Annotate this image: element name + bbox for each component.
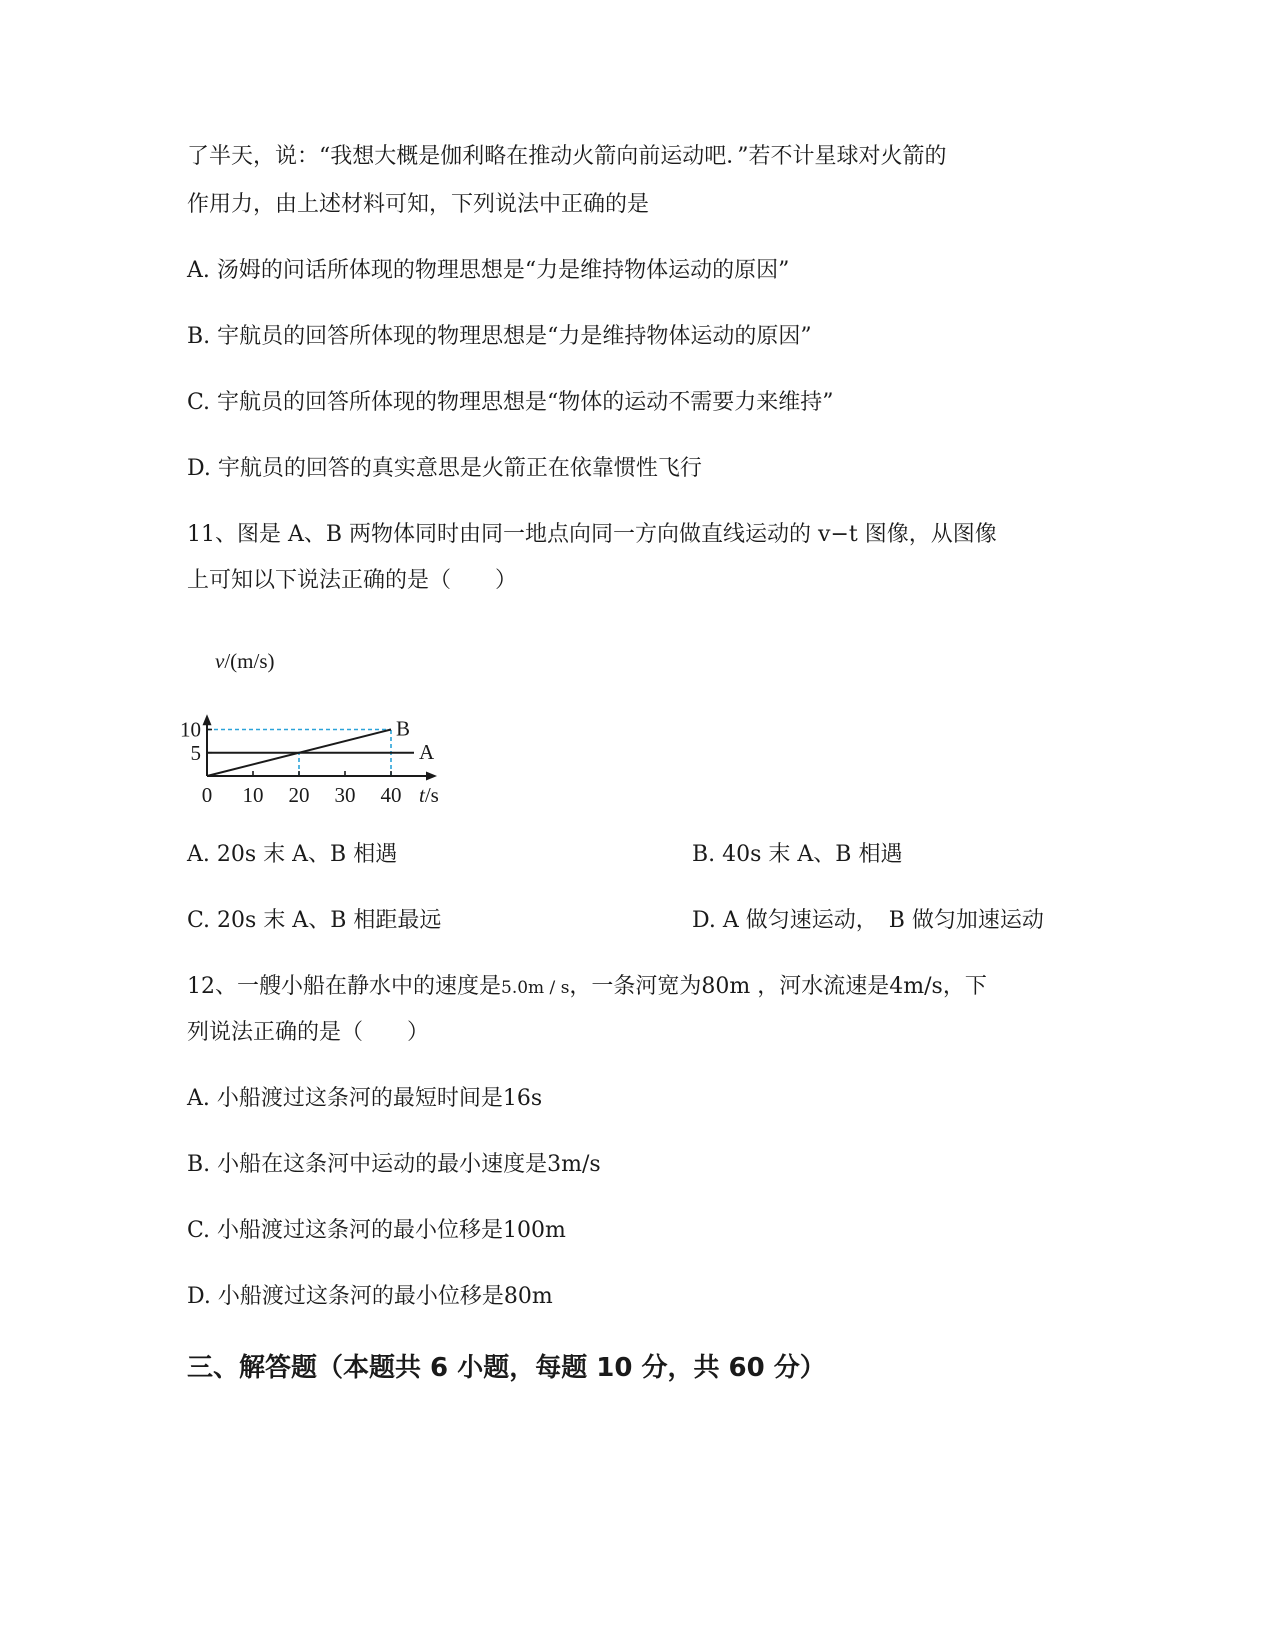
- x-tick-label-10: 10: [242, 783, 264, 807]
- vt-graph: [180, 650, 480, 850]
- q12-option-d: D. 小船渡过这条河的最小位移是80m: [187, 1284, 553, 1309]
- y-axis-arrow: [203, 714, 212, 725]
- q11-stem-line1: 11、图是 A、B 两物体同时由同一地点向同一方向做直线运动的 v−t 图像，从图像: [187, 522, 997, 547]
- q11-option-b: B. 40s 末 A、B 相遇: [692, 842, 903, 867]
- q10-option-a: A. 汤姆的问话所体现的物理思想是“力是维持物体运动的原因”: [187, 258, 790, 283]
- q12-stem-line1: [187, 972, 987, 1003]
- series-label-B: B: [396, 716, 411, 741]
- q12-stem-part-a: 12、一艘小船在静水中的速度是: [187, 974, 501, 999]
- q11-option-a: A. 20s 末 A、B 相遇: [187, 842, 398, 867]
- x-tick-label-20: 20: [288, 783, 310, 807]
- series-label-A: A: [419, 739, 435, 764]
- x-axis-label: t/s: [419, 783, 439, 807]
- q11-option-c: C. 20s 末 A、B 相距最远: [187, 908, 442, 933]
- q10-stem-line1: 了半天，说：“我想大概是伽利略在推动火箭向前运动吧．”若不计星球对火箭的: [187, 144, 947, 169]
- y-tick-label-5: 5: [190, 740, 201, 765]
- q12-stem-part-b: ，一条河宽为80m ，河水流速是4m/s，下: [569, 974, 987, 999]
- q12-speed: 5.0m / s: [501, 978, 570, 998]
- q11-stem-line2: 上可知以下说法正确的是（ ）: [187, 568, 518, 593]
- x-tick-label-0: 0: [201, 783, 213, 807]
- q12-option-a: A. 小船渡过这条河的最短时间是16s: [187, 1086, 543, 1111]
- q12-option-c: C. 小船渡过这条河的最小位移是100m: [187, 1218, 566, 1243]
- q10-option-c: C. 宇航员的回答所体现的物理思想是“物体的运动不需要力来维持”: [187, 390, 834, 415]
- q10-option-b: B. 宇航员的回答所体现的物理思想是“力是维持物体运动的原因”: [187, 324, 812, 349]
- section3-title: 三、解答题（本题共 6 小题，每题 10 分，共 60 分）: [187, 1353, 826, 1383]
- x-tick-label-40: 40: [380, 783, 402, 807]
- q11-option-d: D. A 做匀速运动， B 做匀加速运动: [692, 908, 1044, 933]
- q12-stem-line2: 列说法正确的是（ ）: [187, 1020, 430, 1045]
- x-axis-arrow: [426, 772, 437, 781]
- x-tick-label-30: 30: [334, 783, 356, 807]
- q12-option-b: B. 小船在这条河中运动的最小速度是3m/s: [187, 1152, 601, 1177]
- y-tick-label-10: 10: [180, 717, 201, 742]
- q10-stem-line2: 作用力，由上述材料可知，下列说法中正确的是: [187, 192, 650, 217]
- y-axis-label: v/(m/s): [215, 650, 275, 673]
- q10-option-d: D. 宇航员的回答的真实意思是火箭正在依靠惯性飞行: [187, 456, 702, 481]
